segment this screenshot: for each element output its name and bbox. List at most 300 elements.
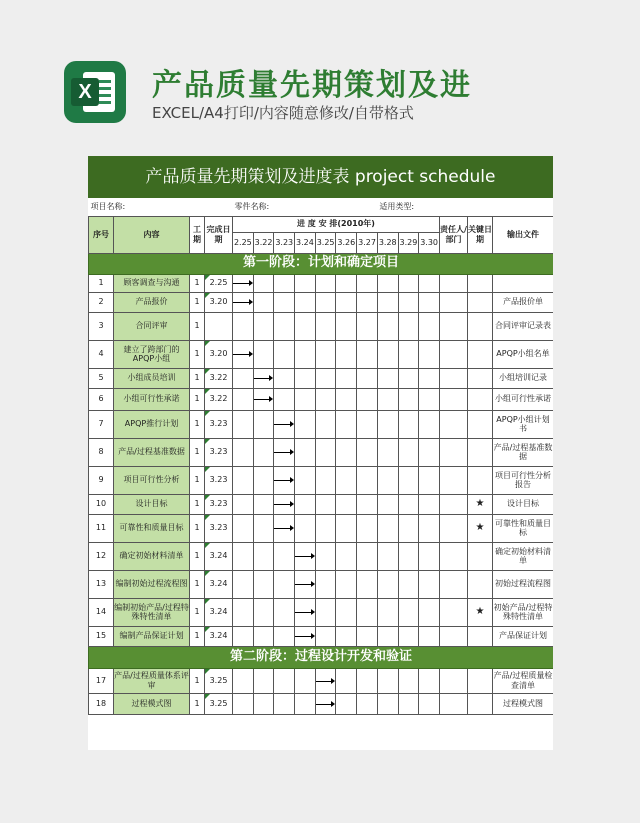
gantt-cell	[336, 693, 357, 714]
row-output: APQP小组名单	[492, 340, 553, 368]
row-date	[205, 312, 233, 340]
row-seq: 1	[89, 274, 114, 292]
gantt-cell	[315, 312, 336, 340]
table-row	[89, 626, 554, 646]
row-date: 3.23	[205, 466, 233, 494]
gantt-arrow	[295, 598, 316, 626]
gantt-cell	[295, 292, 316, 312]
row-date: 3.25	[205, 668, 233, 693]
date-col-6: 3.27	[357, 232, 378, 253]
row-seq: 12	[89, 542, 114, 570]
gantt-cell	[377, 494, 398, 514]
row-owner	[439, 388, 467, 410]
gantt-cell	[377, 693, 398, 714]
gantt-cell	[398, 274, 419, 292]
gantt-cell	[253, 598, 274, 626]
gantt-cell	[274, 292, 295, 312]
gantt-cell	[398, 438, 419, 466]
row-seq: 3	[89, 312, 114, 340]
gantt-cell	[315, 598, 336, 626]
header-row	[89, 216, 554, 232]
gantt-cell	[295, 340, 316, 368]
row-date: 2.25	[205, 274, 233, 292]
gantt-cell	[253, 312, 274, 340]
gantt-cell	[377, 340, 398, 368]
gantt-cell	[274, 368, 295, 388]
gantt-cell	[419, 542, 440, 570]
gantt-cell	[253, 693, 274, 714]
row-owner	[439, 340, 467, 368]
row-period: 1	[190, 340, 205, 368]
gantt-cell	[398, 514, 419, 542]
row-key-date	[467, 368, 492, 388]
row-date: 3.24	[205, 598, 233, 626]
row-owner	[439, 312, 467, 340]
row-seq: 10	[89, 494, 114, 514]
row-content: 设计目标	[114, 494, 190, 514]
row-seq: 18	[89, 693, 114, 714]
gantt-arrow	[274, 514, 295, 542]
gantt-cell	[315, 542, 336, 570]
date-col-3: 3.24	[295, 232, 316, 253]
row-content: 小组可行性承诺	[114, 388, 190, 410]
table-row	[89, 693, 554, 714]
table-row	[89, 368, 554, 388]
gantt-cell	[377, 292, 398, 312]
gantt-cell	[295, 514, 316, 542]
gantt-cell	[357, 598, 378, 626]
row-seq: 11	[89, 514, 114, 542]
page-subtitle: EXCEL/A4打印/内容随意修改/自带格式	[152, 104, 414, 122]
gantt-cell	[315, 368, 336, 388]
row-owner	[439, 274, 467, 292]
gantt-cell	[419, 598, 440, 626]
project-name-label: 项目名称:	[90, 202, 126, 212]
row-key-date	[467, 340, 492, 368]
gantt-cell	[233, 626, 254, 646]
gantt-cell	[357, 466, 378, 494]
gantt-arrow	[295, 542, 316, 570]
gantt-cell	[419, 410, 440, 438]
gantt-cell	[357, 340, 378, 368]
row-seq: 6	[89, 388, 114, 410]
row-date: 3.20	[205, 292, 233, 312]
row-owner	[439, 410, 467, 438]
row-content: 编制产品保证计划	[114, 626, 190, 646]
gantt-arrow	[274, 494, 295, 514]
row-content: 确定初始材料清单	[114, 542, 190, 570]
gantt-arrow	[274, 410, 295, 438]
key-date-star: ★	[467, 598, 492, 626]
gantt-cell	[336, 542, 357, 570]
gantt-cell	[377, 668, 398, 693]
gantt-cell	[419, 312, 440, 340]
row-output: 产品/过程基准数据	[492, 438, 553, 466]
gantt-cell	[398, 668, 419, 693]
gantt-cell	[295, 466, 316, 494]
row-content: 顾客调查与沟通	[114, 274, 190, 292]
gantt-arrow	[274, 438, 295, 466]
gantt-cell	[336, 312, 357, 340]
gantt-cell	[357, 626, 378, 646]
col-owner: 责任人/部门	[439, 216, 467, 253]
row-seq: 17	[89, 668, 114, 693]
gantt-cell	[336, 626, 357, 646]
row-owner	[439, 494, 467, 514]
sheet-banner: 产品质量先期策划及进度表 project schedule	[88, 156, 553, 198]
row-seq: 4	[89, 340, 114, 368]
date-col-4: 3.25	[315, 232, 336, 253]
row-key-date	[467, 438, 492, 466]
row-date: 3.24	[205, 542, 233, 570]
gantt-cell	[253, 570, 274, 598]
gantt-cell	[336, 514, 357, 542]
row-output: 可靠性和质量目标	[492, 514, 553, 542]
gantt-cell	[233, 410, 254, 438]
date-col-5: 3.26	[336, 232, 357, 253]
gantt-cell	[419, 340, 440, 368]
gantt-cell	[357, 693, 378, 714]
row-seq: 7	[89, 410, 114, 438]
row-seq: 8	[89, 438, 114, 466]
row-output: 合同评审记录表	[492, 312, 553, 340]
row-seq: 5	[89, 368, 114, 388]
row-period: 1	[190, 438, 205, 466]
gantt-cell	[398, 388, 419, 410]
gantt-cell	[377, 410, 398, 438]
gantt-cell	[336, 292, 357, 312]
gantt-arrow	[233, 340, 254, 368]
row-period: 1	[190, 598, 205, 626]
col-key-date: 关键日期	[467, 216, 492, 253]
gantt-cell	[419, 626, 440, 646]
row-content: 合同评审	[114, 312, 190, 340]
gantt-cell	[357, 410, 378, 438]
date-col-0: 2.25	[233, 232, 254, 253]
gantt-cell	[315, 292, 336, 312]
row-owner	[439, 598, 467, 626]
date-col-1: 3.22	[253, 232, 274, 253]
gantt-arrow	[233, 292, 254, 312]
gantt-cell	[336, 410, 357, 438]
schedule-table	[88, 198, 553, 715]
gantt-cell	[398, 368, 419, 388]
row-key-date	[467, 292, 492, 312]
row-key-date	[467, 388, 492, 410]
row-owner	[439, 542, 467, 570]
gantt-cell	[295, 312, 316, 340]
gantt-cell	[233, 494, 254, 514]
gantt-cell	[233, 438, 254, 466]
row-output: 初始产品/过程特殊特性清单	[492, 598, 553, 626]
gantt-cell	[419, 570, 440, 598]
gantt-cell	[295, 693, 316, 714]
table-row	[89, 274, 554, 292]
gantt-cell	[253, 438, 274, 466]
row-output	[492, 274, 553, 292]
row-output: 初始过程流程图	[492, 570, 553, 598]
row-content: 编制初始产品/过程特殊特性清单	[114, 598, 190, 626]
gantt-cell	[377, 598, 398, 626]
stage-1-title: 第一阶段：计划和确定项目	[89, 253, 554, 274]
gantt-cell	[274, 570, 295, 598]
row-date: 3.24	[205, 570, 233, 598]
gantt-cell	[336, 388, 357, 410]
gantt-cell	[253, 668, 274, 693]
gantt-cell	[398, 410, 419, 438]
gantt-cell	[336, 494, 357, 514]
gantt-cell	[398, 494, 419, 514]
gantt-cell	[315, 570, 336, 598]
info-row	[89, 198, 554, 216]
gantt-cell	[253, 466, 274, 494]
row-period: 1	[190, 494, 205, 514]
col-seq: 序号	[89, 216, 114, 253]
row-seq: 14	[89, 598, 114, 626]
table-row	[89, 388, 554, 410]
gantt-cell	[315, 466, 336, 494]
row-content: 项目可行性分析	[114, 466, 190, 494]
gantt-cell	[377, 312, 398, 340]
page-title: 产品质量先期策划及进	[152, 68, 472, 103]
gantt-cell	[233, 388, 254, 410]
date-col-2: 3.23	[274, 232, 295, 253]
gantt-arrow	[315, 693, 336, 714]
row-key-date	[467, 626, 492, 646]
gantt-cell	[253, 542, 274, 570]
table-row	[89, 514, 554, 542]
row-period: 1	[190, 514, 205, 542]
row-period: 1	[190, 542, 205, 570]
col-finish: 完成日期	[205, 216, 233, 253]
gantt-cell	[357, 312, 378, 340]
gantt-cell	[274, 542, 295, 570]
part-name-label: 零件名称:	[234, 202, 270, 212]
gantt-cell	[357, 388, 378, 410]
gantt-cell	[253, 410, 274, 438]
gantt-cell	[377, 542, 398, 570]
row-period: 1	[190, 312, 205, 340]
table-row	[89, 292, 554, 312]
row-output: 过程模式图	[492, 693, 553, 714]
gantt-cell	[357, 542, 378, 570]
row-date: 3.23	[205, 410, 233, 438]
row-key-date	[467, 466, 492, 494]
gantt-cell	[274, 668, 295, 693]
row-period: 1	[190, 274, 205, 292]
row-owner	[439, 626, 467, 646]
row-key-date	[467, 668, 492, 693]
gantt-cell	[336, 598, 357, 626]
gantt-cell	[336, 438, 357, 466]
gantt-cell	[253, 292, 274, 312]
gantt-cell	[377, 274, 398, 292]
table-row	[89, 340, 554, 368]
gantt-arrow	[233, 274, 254, 292]
row-period: 1	[190, 410, 205, 438]
row-output: 产品报价单	[492, 292, 553, 312]
col-period: 工期	[190, 216, 205, 253]
row-period: 1	[190, 570, 205, 598]
gantt-cell	[398, 598, 419, 626]
row-date: 3.25	[205, 693, 233, 714]
gantt-cell	[274, 340, 295, 368]
gantt-cell	[377, 466, 398, 494]
gantt-cell	[295, 368, 316, 388]
excel-letter: X	[71, 78, 99, 106]
row-owner	[439, 292, 467, 312]
row-key-date	[467, 693, 492, 714]
row-date: 3.20	[205, 340, 233, 368]
row-content: 可靠性和质量目标	[114, 514, 190, 542]
gantt-cell	[315, 388, 336, 410]
table-row	[89, 598, 554, 626]
row-owner	[439, 466, 467, 494]
gantt-cell	[377, 570, 398, 598]
row-content: 产品/过程基准数据	[114, 438, 190, 466]
row-output: 产品保证计划	[492, 626, 553, 646]
row-period: 1	[190, 292, 205, 312]
key-date-star: ★	[467, 514, 492, 542]
gantt-cell	[274, 274, 295, 292]
gantt-cell	[419, 466, 440, 494]
gantt-cell	[398, 340, 419, 368]
gantt-cell	[233, 570, 254, 598]
row-owner	[439, 514, 467, 542]
row-date: 3.23	[205, 514, 233, 542]
row-owner	[439, 668, 467, 693]
row-output: 小组培训记录	[492, 368, 553, 388]
gantt-cell	[336, 274, 357, 292]
gantt-cell	[398, 693, 419, 714]
gantt-cell	[315, 438, 336, 466]
gantt-cell	[315, 410, 336, 438]
gantt-cell	[377, 438, 398, 466]
gantt-cell	[336, 466, 357, 494]
row-period: 1	[190, 693, 205, 714]
gantt-cell	[357, 494, 378, 514]
gantt-cell	[253, 626, 274, 646]
table-row	[89, 410, 554, 438]
gantt-cell	[377, 626, 398, 646]
row-owner	[439, 693, 467, 714]
date-col-9: 3.30	[419, 232, 440, 253]
gantt-cell	[233, 693, 254, 714]
gantt-cell	[233, 598, 254, 626]
col-content: 内容	[114, 216, 190, 253]
gantt-cell	[233, 514, 254, 542]
row-seq: 2	[89, 292, 114, 312]
gantt-cell	[295, 388, 316, 410]
gantt-cell	[253, 494, 274, 514]
row-content: APQP推行计划	[114, 410, 190, 438]
gantt-cell	[274, 388, 295, 410]
gantt-cell	[253, 340, 274, 368]
gantt-cell	[253, 514, 274, 542]
gantt-cell	[233, 466, 254, 494]
gantt-cell	[419, 292, 440, 312]
key-date-star: ★	[467, 494, 492, 514]
row-owner	[439, 368, 467, 388]
row-content: 产品/过程质量体系评审	[114, 668, 190, 693]
gantt-cell	[336, 570, 357, 598]
gantt-cell	[419, 438, 440, 466]
gantt-cell	[295, 274, 316, 292]
gantt-cell	[419, 368, 440, 388]
row-content: 小组成员培训	[114, 368, 190, 388]
gantt-cell	[357, 570, 378, 598]
gantt-cell	[357, 274, 378, 292]
table-row	[89, 466, 554, 494]
gantt-cell	[357, 668, 378, 693]
gantt-cell	[295, 438, 316, 466]
row-date: 3.23	[205, 494, 233, 514]
gantt-arrow	[253, 388, 274, 410]
row-key-date	[467, 570, 492, 598]
row-seq: 9	[89, 466, 114, 494]
row-date: 3.22	[205, 388, 233, 410]
table-row	[89, 542, 554, 570]
row-key-date	[467, 274, 492, 292]
gantt-cell	[253, 274, 274, 292]
gantt-cell	[419, 274, 440, 292]
gantt-cell	[233, 368, 254, 388]
table-row	[89, 494, 554, 514]
gantt-cell	[233, 668, 254, 693]
spreadsheet-preview	[88, 156, 553, 750]
gantt-cell	[315, 274, 336, 292]
stage-2-title: 第二阶段：过程设计开发和验证	[89, 646, 554, 668]
gantt-cell	[398, 626, 419, 646]
row-period: 1	[190, 626, 205, 646]
row-content: 建立了跨部门的APQP小组	[114, 340, 190, 368]
table-row	[89, 668, 554, 693]
date-col-8: 3.29	[398, 232, 419, 253]
row-content: 产品报价	[114, 292, 190, 312]
gantt-cell	[274, 598, 295, 626]
row-date: 3.23	[205, 438, 233, 466]
col-output: 输出文件	[492, 216, 553, 253]
row-output: APQP小组计划书	[492, 410, 553, 438]
gantt-cell	[419, 514, 440, 542]
gantt-cell	[336, 668, 357, 693]
gantt-cell	[274, 693, 295, 714]
gantt-arrow	[295, 570, 316, 598]
gantt-cell	[398, 542, 419, 570]
row-period: 1	[190, 368, 205, 388]
gantt-cell	[357, 514, 378, 542]
row-content: 编制初始过程流程图	[114, 570, 190, 598]
gantt-cell	[315, 494, 336, 514]
gantt-cell	[377, 368, 398, 388]
gantt-cell	[274, 626, 295, 646]
gantt-cell	[315, 626, 336, 646]
row-date: 3.22	[205, 368, 233, 388]
gantt-arrow	[274, 466, 295, 494]
gantt-cell	[398, 292, 419, 312]
row-period: 1	[190, 388, 205, 410]
gantt-cell	[419, 693, 440, 714]
date-col-7: 3.28	[377, 232, 398, 253]
gantt-cell	[377, 514, 398, 542]
gantt-cell	[336, 368, 357, 388]
row-output: 产品/过程质量检查清单	[492, 668, 553, 693]
row-output: 小组可行性承诺	[492, 388, 553, 410]
row-output: 项目可行性分析报告	[492, 466, 553, 494]
row-key-date	[467, 542, 492, 570]
gantt-cell	[419, 388, 440, 410]
gantt-arrow	[253, 368, 274, 388]
